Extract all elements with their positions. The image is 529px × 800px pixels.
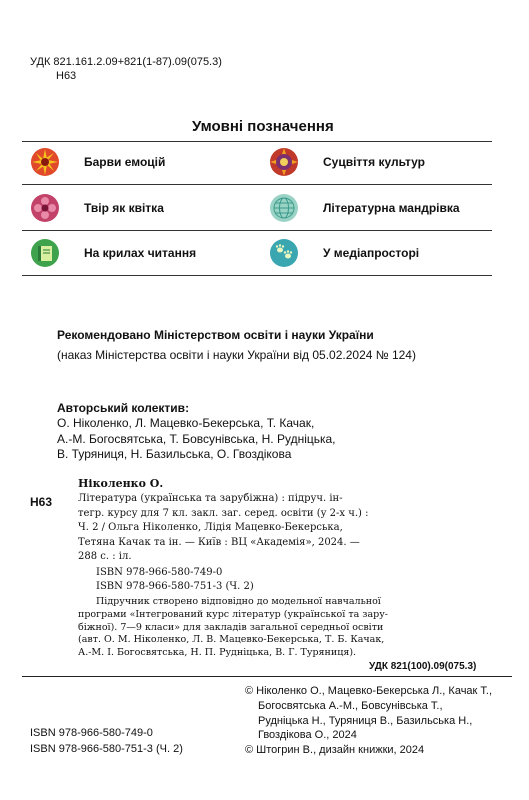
recommendation-line1: Рекомендовано Міністерством освіти і науки України [57,328,374,342]
legend-label-emotions: Барви емоцій [84,155,166,169]
legend-label-journey: Літературна мандрівка [323,201,460,215]
legend-bottom-rule [22,275,492,276]
catalog-isbn: ISBN 978-966-580-751-3 (Ч. 2) [96,580,254,592]
sun-flower-icon [30,147,60,177]
catalog-note-line: А.-М. І. Богосвятська, Н. П. Рудніцька, В. Г. Туряниця). [78,647,357,659]
catalog-code: Н63 [30,495,53,509]
bottom-isbn-block [30,725,183,757]
catalog-udk: УДК 821(100).09(075.3) [369,661,477,672]
catalog-note-line: Підручник створено відповідно до модельної навчальної [96,596,381,607]
copyright-line: Рудніцька Н., Туряниця В., Базильська Н., [258,714,473,727]
paws-icon [269,238,299,268]
catalog-line: Тетяна Качак та ін. — Київ : ВЦ «Академія», 2024. — [78,536,360,548]
catalog-line: тегр. курсу для 7 кл. закл. заг. серед. освіти (у 2-х ч.) : [78,507,369,519]
recommendation-line2: (наказ Міністерства освіти і науки України від 05.02.2024 № 124) [57,348,416,362]
legend-row-rule [22,184,492,185]
catalog-description [78,492,368,565]
legend-title: Умовні позначення [192,118,334,135]
authors-line: А.-М. Богосвятська, Т. Бовсунівська, Н. Рудніцька, [57,431,336,446]
catalog-isbn: ISBN 978-966-580-749-0 [96,567,223,578]
legend-label-media: У медіапросторі [323,246,420,260]
catalog-bottom-rule [22,676,512,677]
flower-icon [30,193,60,223]
legend-top-rule [22,141,492,142]
legend-label-cultures: Суцвіття культур [323,155,426,169]
catalog-note-line: біжної). 7—9 класи» для закладів загальної середньої освіти [78,621,384,633]
catalog-line: 288 с. : іл. [78,551,132,562]
globe-icon [269,193,299,223]
legend-label-reading: На крилах читання [84,246,197,260]
copyright-line: © Ніколенко О., Мацевко-Бекерська Л., Качак Т., [245,685,493,697]
catalog-isbn-block [96,566,254,593]
catalog-line: Ч. 2 / Ольга Ніколенко, Лідія Мацевко-Бекерська, [78,522,343,533]
copyright-block [245,684,492,758]
catalog-author: Ніколенко О. [78,477,164,490]
authors-heading: Авторський колектив: [57,401,190,415]
catalog-note-line: програми «Інтегрований курс літератур (української та зару- [78,608,388,620]
authors-line: О. Ніколенко, Л. Мацевко-Бекерська, Т. Качак, [57,416,315,430]
authors-line: В. Туряниця, Н. Базильська, О. Гвоздікова [57,447,292,461]
h63-top: Н63 [56,70,77,82]
bottom-isbn: ISBN 978-966-580-749-0 [30,727,153,739]
copyright-line: © Штогрин В., дизайн книжки, 2024 [245,744,425,757]
bottom-isbn: ISBN 978-966-580-751-3 (Ч. 2) [30,743,183,755]
legend-row-rule [22,230,492,231]
mandala-icon [269,147,299,177]
copyright-line: Гвоздікова О., 2024 [258,729,357,742]
copyright-line: Богосвятська А.-М., Бовсунівська Т., [258,699,443,712]
catalog-note [78,596,388,660]
book-icon [30,238,60,268]
catalog-note-line: (авт. О. М. Ніколенко, Л. В. Мацевко-Бекерська, Т. Б. Качак, [78,634,385,646]
authors-list [57,416,336,463]
udk-top: УДК 821.161.2.09+821(1-87).09(075.3) [30,56,222,68]
legend-label-flower: Твір як квітка [84,201,164,215]
catalog-line: Література (українська та зарубіжна) : підруч. ін- [78,493,343,504]
